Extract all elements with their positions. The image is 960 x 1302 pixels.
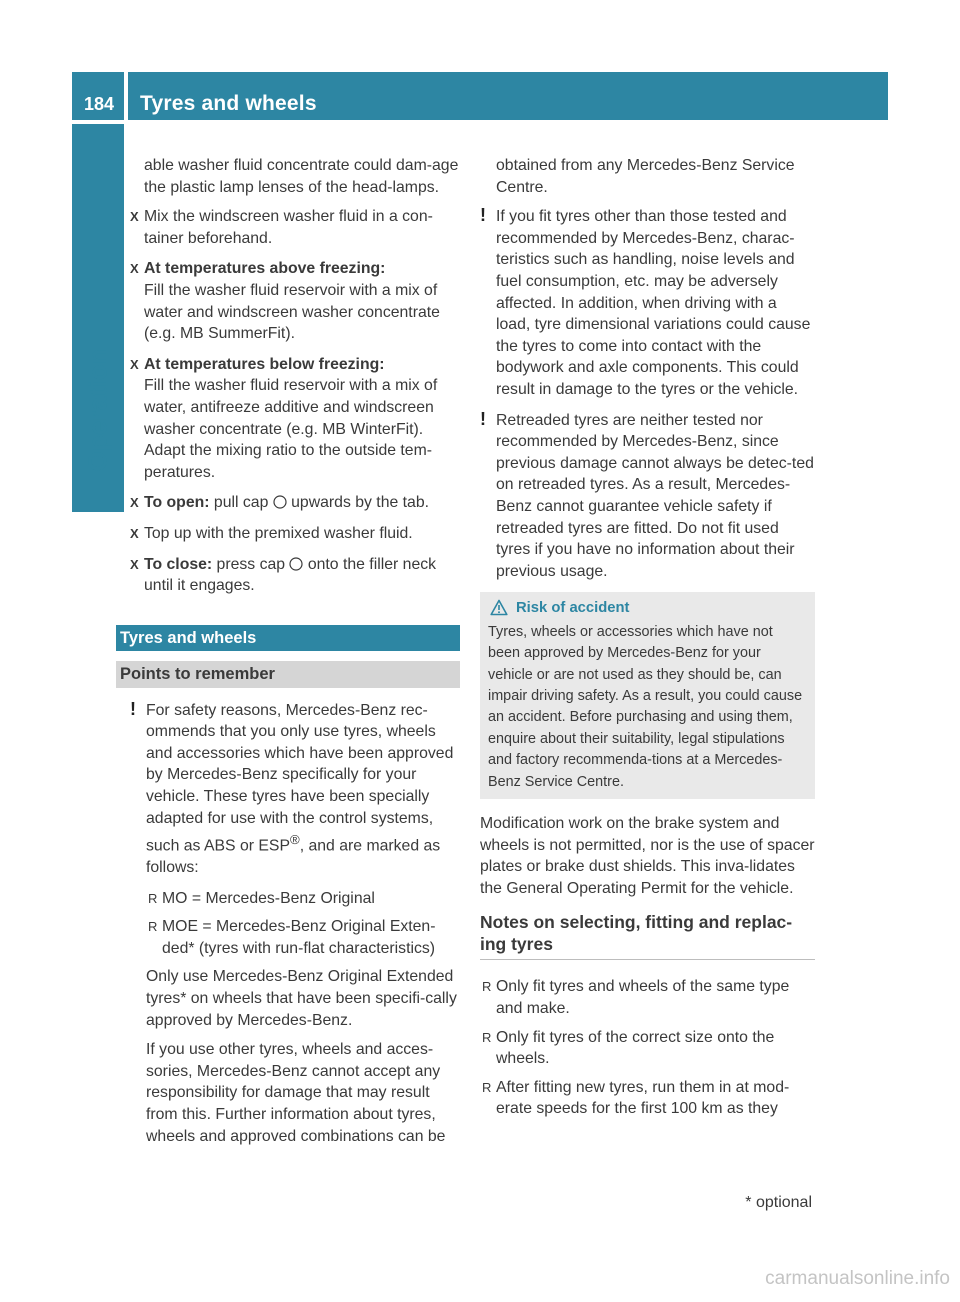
step-text: press cap xyxy=(212,555,290,573)
subsection-title: Points to remember xyxy=(116,661,460,688)
note-text: If you fit tyres other than those tested and recommended by Mercedes-Benz, charac-teristics such as handling, noise levels and fuel consumption, etc. may be adversely affected. In addition, when driving with a load, tyre dimensional variations could cause the tyres to come into contact with the bodywork and axle components. This could result in damage to the tyres or the vehicle. xyxy=(496,208,811,398)
step-close xyxy=(130,554,460,597)
note-text: For safety reasons, Mercedes-Benz rec-ommends that you only use tyres, wheels and accessories which have been approved by Mercedes-Benz specifically for your vehicle. These tyres have been specially adapted for use with the control systems, such as ABS or ESP xyxy=(146,701,454,855)
step-below-freezing xyxy=(130,354,460,484)
list-item-text: Only fit tyres and wheels of the same type and make. xyxy=(496,978,790,1017)
step-heading: To open: xyxy=(144,494,210,512)
bullet-marker: R xyxy=(148,890,158,906)
step-text: onto the filler neck until it engages. xyxy=(144,555,437,595)
page-number: 184 xyxy=(84,94,115,114)
step-open xyxy=(130,492,460,514)
paragraph: If you use other tyres, wheels and acces-sories, Mercedes-Benz cannot accept any responsibility for damage that may result from this. Further information about tyres, wheels and approved combinations can be xyxy=(146,1041,446,1145)
exclamation-icon: ! xyxy=(130,698,136,719)
list-item-text: MO = Mercedes-Benz Original xyxy=(162,889,375,907)
tyre-fit-note xyxy=(480,206,815,400)
registered-mark: ® xyxy=(290,832,300,848)
intro-paragraph: able washer fluid concentrate could dam-age the plastic lamp lenses of the head-lamps. xyxy=(144,157,459,196)
exclamation-icon: ! xyxy=(480,205,486,226)
list-item xyxy=(146,916,460,959)
subsection-heading: Notes on selecting, fitting and replac-ing tyres xyxy=(480,911,815,960)
footer-optional-note: * optional xyxy=(745,1194,812,1211)
list-item xyxy=(480,976,815,1019)
list-item xyxy=(480,1027,815,1070)
retreaded-note xyxy=(480,410,815,583)
step-heading: To close: xyxy=(144,555,213,573)
note-text: Retreaded tyres are neither tested nor recommended by Mercedes-Benz, since previous damage cannot always be detec-ted on retreaded tyres. As a result, Mercedes-Benz cannot guarantee vehicle safety if retreaded tyres are fitted. Do not fit used tyres if you have no information about their previous usage. xyxy=(496,411,814,580)
paragraph: Modification work on the brake system and wheels is not permitted, nor is the use of spacer plates or brake dust shields. This inva-lidates the General Operating Permit for the vehicle. xyxy=(480,814,815,897)
list-item-text: Only fit tyres of the correct size onto the wheels. xyxy=(496,1028,775,1068)
warning-title-text: Risk of accident xyxy=(516,600,630,617)
warning-triangle-icon xyxy=(490,599,508,616)
header-bar xyxy=(128,72,888,120)
warning-title xyxy=(488,598,807,619)
step-marker: X xyxy=(130,261,139,277)
chapter-label: Operation xyxy=(82,348,113,472)
page-title: Tyres and wheels xyxy=(140,92,317,115)
note-text: , and are marked as follows: xyxy=(146,837,441,877)
list-item-text: MOE = Mercedes-Benz Original Exten-ded* (tyres with run-flat characteristics) xyxy=(162,918,436,957)
step-marker: X xyxy=(130,356,139,372)
paragraph: Only use Mercedes-Benz Original Extended tyres* on wheels that have been specifi-cally approved by Mercedes-Benz. xyxy=(146,968,457,1029)
bullet-marker: R xyxy=(482,1029,492,1045)
watermark: carmanualsonline.info xyxy=(765,1268,950,1289)
step-marker: X xyxy=(130,209,139,225)
step-heading: At temperatures above freezing: xyxy=(144,260,386,278)
section-title: Tyres and wheels xyxy=(116,625,460,651)
bullet-marker: R xyxy=(482,1079,492,1095)
step-marker: X xyxy=(130,556,139,572)
exclamation-icon: ! xyxy=(480,408,486,429)
step-text: Mix the windscreen washer fluid in a con-tainer beforehand. xyxy=(144,208,433,247)
list-item xyxy=(480,1077,815,1120)
bullet-marker: R xyxy=(148,919,158,935)
step-text: Top up with the premixed washer fluid. xyxy=(144,524,413,542)
paragraph-continued: obtained from any Mercedes-Benz Service Centre. xyxy=(496,157,795,196)
step-above-freezing xyxy=(130,258,460,344)
step-text: Fill the washer fluid reservoir with a mix of water, antifreeze additive and windscreen washer concentrate (e.g. MB WinterFit). Adapt the mixing ratio to the outside tem-peratures. xyxy=(144,377,438,481)
step-heading: At temperatures below freezing: xyxy=(144,355,385,373)
list-item xyxy=(146,888,460,910)
step-text: upwards by the tab. xyxy=(286,494,430,512)
circled-number-icon xyxy=(289,556,303,573)
right-column xyxy=(480,155,815,1127)
warning-text: Tyres, wheels or accessories which have not been approved by Mercedes-Benz for your vehicle or are not used as they should be, can impair driving safety. As a result, you could cause an accident. Before purchasing and using them, enquire about their suitability, legal stipulations and factory recommenda-tions at a Mercedes-Benz Service Centre. xyxy=(488,623,803,790)
safety-note xyxy=(130,700,460,879)
circled-number-icon xyxy=(273,494,287,511)
step-text: Fill the washer fluid reservoir with a mix of water and windscreen washer concentrate (e.g. MB SummerFit). xyxy=(144,281,440,343)
bullet-marker: R xyxy=(482,979,492,995)
page-number-box xyxy=(72,72,124,120)
step-marker: X xyxy=(130,525,139,541)
list-item-text: After fitting new tyres, run them in at mod-erate speeds for the first 100 km as they xyxy=(496,1078,790,1118)
warning-box xyxy=(480,592,815,799)
left-column xyxy=(120,155,460,1155)
step-marker: X xyxy=(130,495,139,511)
step-mix xyxy=(130,206,460,249)
step-text: pull cap xyxy=(209,494,273,512)
step-top-up xyxy=(130,523,460,545)
